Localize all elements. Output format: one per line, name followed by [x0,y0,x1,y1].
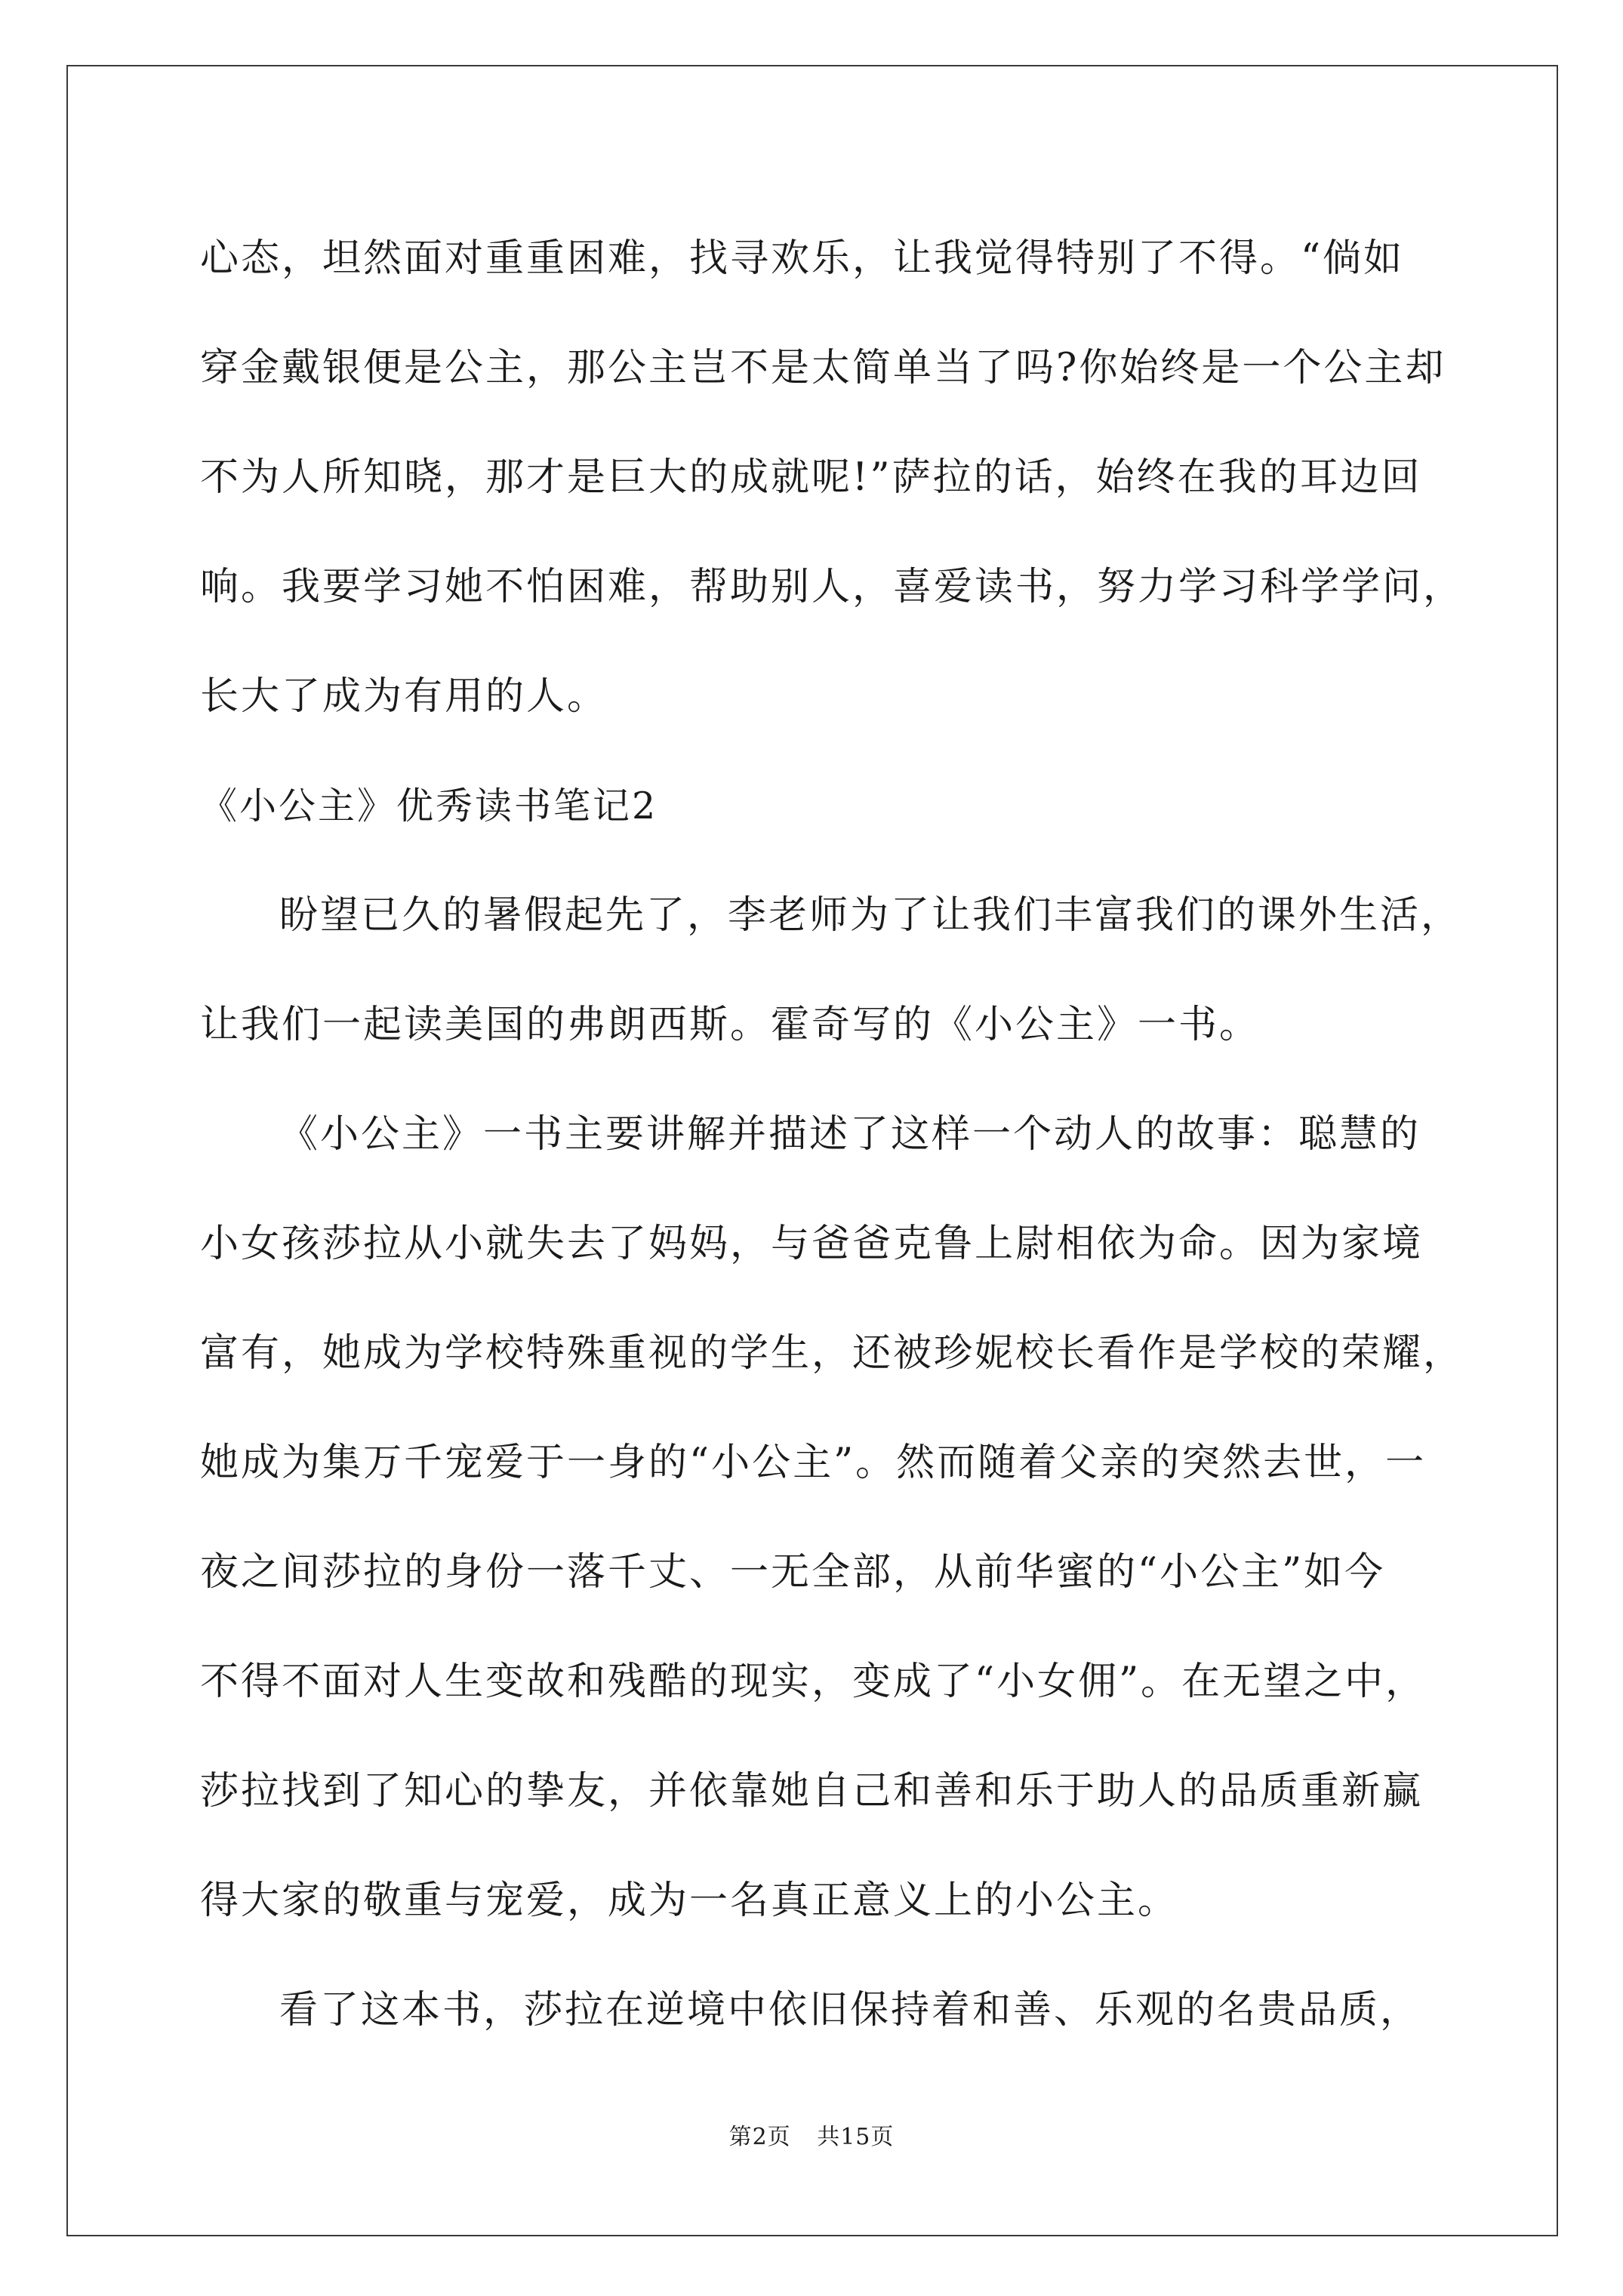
page-total: 共15页 [817,2124,895,2150]
text-line-9: 《小公主》一书主要讲解并描述了这样一个动人的故事：聪慧的 [279,1112,1421,1157]
text-line-1: 心态，坦然面对重重困难，找寻欢乐，让我觉得特别了不得。“倘如 [200,236,1405,281]
text-line-5: 长大了成为有用的人。 [200,674,608,719]
section-heading: 《小公主》优秀读书笔记2 [200,784,658,827]
text-line-4: 响。我要学习她不怕困难，帮助别人，喜爱读书，努力学习科学学问， [200,565,1464,609]
page-number: 第2页 [728,2124,791,2150]
page-footer [0,2118,1623,2151]
text-line-10: 小女孩莎拉从小就失去了妈妈，与爸爸克鲁上尉相依为命。因为家境 [200,1222,1424,1266]
text-line-16: 得大家的敬重与宠爱，成为一名真正意义上的小公主。 [200,1878,1179,1923]
text-line-2: 穿金戴银便是公主，那公主岂不是太简单当了吗?你始终是一个公主却 [200,346,1446,390]
text-line-7: 盼望已久的暑假起先了，李老师为了让我们丰富我们的课外生活， [279,893,1462,938]
document-body [200,204,1464,2065]
text-line-12: 她成为集万千宠爱于一身的“小公主”。然而随着父亲的突然去世，一 [200,1441,1427,1485]
text-line-14: 不得不面对人生变故和残酷的现实，变成了“小女佣”。在无望之中， [200,1660,1427,1704]
text-line-8: 让我们一起读美国的弗朗西斯。霍奇写的《小公主》一书。 [200,1003,1261,1047]
text-line-15: 莎拉找到了知心的挚友，并依靠她自己和善和乐于助人的品质重新赢 [200,1769,1424,1814]
text-line-3: 不为人所知晓，那才是巨大的成就呢!”萨拉的话，始终在我的耳边回 [200,455,1422,500]
text-line-11: 富有，她成为学校特殊重视的学生，还被珍妮校长看作是学校的荣耀， [200,1331,1464,1376]
text-line-17: 看了这本书，莎拉在逆境中依旧保持着和善、乐观的名贵品质， [279,1988,1421,2032]
text-line-13: 夜之间莎拉的身份一落千丈、一无全部，从前华蜜的“小公主”如今 [200,1550,1386,1595]
